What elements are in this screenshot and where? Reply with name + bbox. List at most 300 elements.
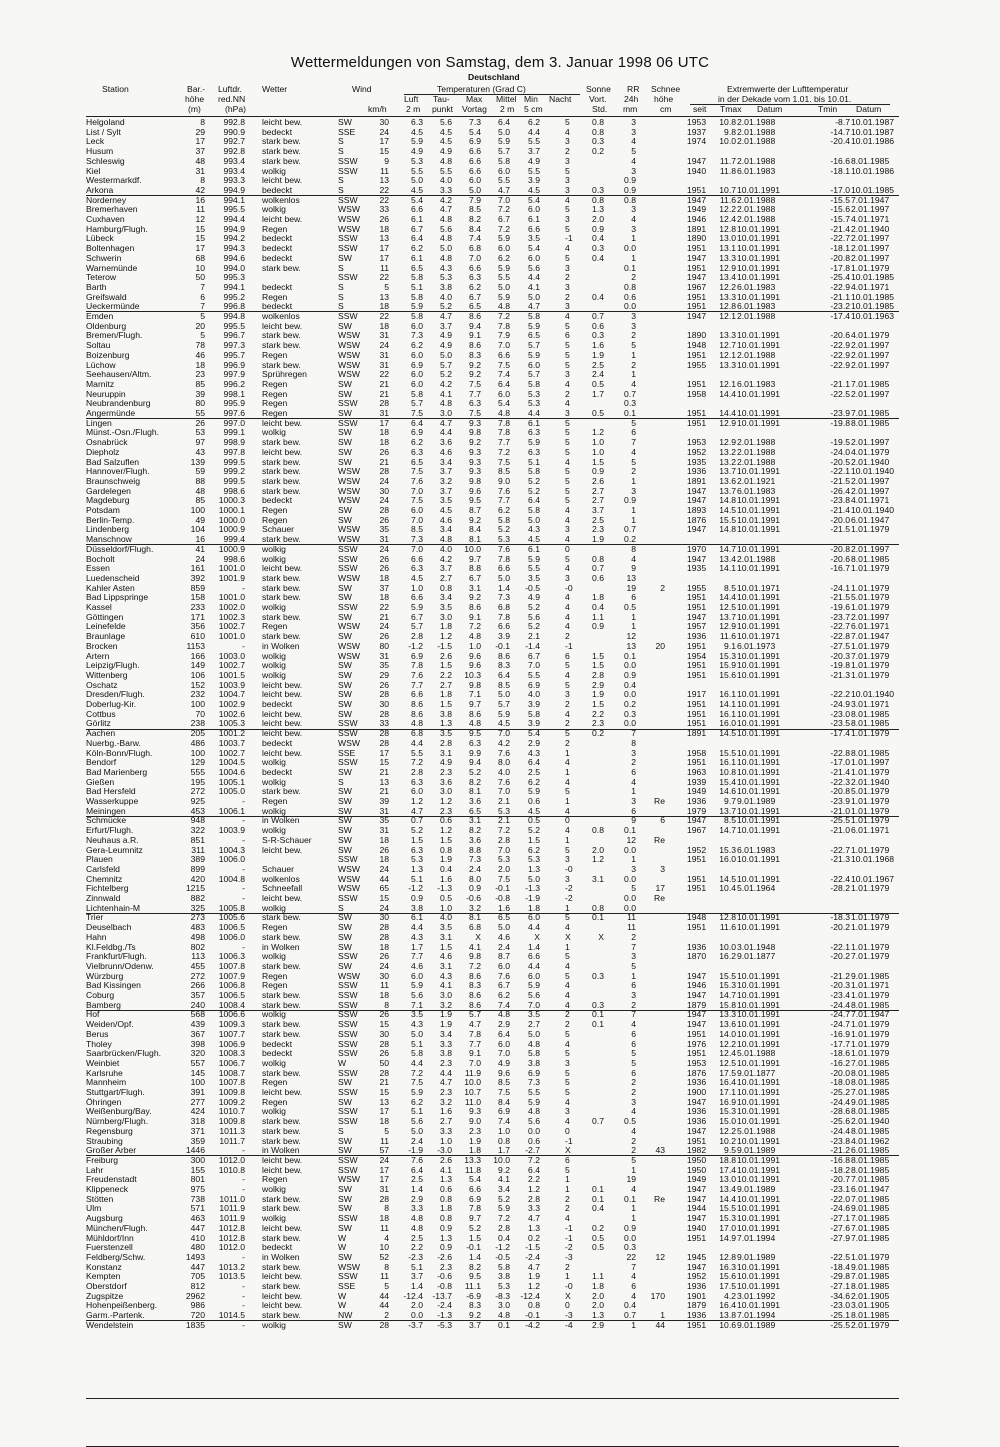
cell-weather: stark bew. xyxy=(262,155,301,166)
cell-mean-temp: 7.7 xyxy=(498,495,510,506)
cell-night-min: 5 xyxy=(565,475,570,486)
cell-weather: leicht bew. xyxy=(262,1290,303,1301)
cell-wind-speed: 39 xyxy=(379,796,389,806)
cell-night-min: 4 xyxy=(565,126,570,137)
cell-station: Bremerhaven xyxy=(86,204,138,215)
cell-wind-dir: SSW xyxy=(338,1213,358,1224)
cell-tmax-date: 3.01.1992 xyxy=(737,1290,776,1301)
cell-night-min: 4 xyxy=(565,592,570,603)
cell-tmin-date: 7.01.1985 xyxy=(851,1087,890,1097)
cell-weather: Regen xyxy=(262,970,288,981)
cell-max-temp: 7.2 xyxy=(469,960,481,971)
cell-rain-24h: 4 xyxy=(631,136,636,147)
cell-station: Neubrandenburg xyxy=(86,398,151,409)
cell-air-temp: 6.0 xyxy=(411,970,423,981)
cell-wind-speed: 30 xyxy=(379,1028,389,1039)
cell-tmin-date: 1.01.1979 xyxy=(851,728,890,739)
cell-rain-24h: 3 xyxy=(631,165,636,176)
cell-mean-temp: 5.5 xyxy=(498,272,510,283)
cell-wind-speed: 2 xyxy=(384,1310,389,1321)
cell-weather: leicht bew. xyxy=(262,417,303,428)
cell-min-temp: 3.5 xyxy=(528,1009,540,1020)
cell-since-year: 1936 xyxy=(687,1116,707,1127)
cell-tmin: -15.7 xyxy=(830,214,850,224)
cell-tmin: -15.6 xyxy=(830,204,850,215)
cell-rain-24h: 3 xyxy=(631,485,636,496)
cell-dew-point: 0.8 xyxy=(440,1193,452,1204)
cell-min-temp: 5.8 xyxy=(528,1048,540,1059)
cell-wind-dir: S xyxy=(338,262,344,273)
cell-wind-dir: SSW xyxy=(338,1048,358,1059)
cell-night-min: 5 xyxy=(565,1164,570,1175)
cell-air-temp: 8.6 xyxy=(411,699,423,709)
cell-rain-24h: 1 xyxy=(631,233,636,244)
cell-night-min: 2 xyxy=(565,1261,570,1272)
cell-air-temp: 7.0 xyxy=(411,485,423,496)
cell-air-temp: 1.2 xyxy=(411,796,423,806)
cell-since-year: 1947 xyxy=(687,1261,707,1272)
cell-tmax-date: 10.01.1991 xyxy=(737,1281,781,1291)
cell-tmin: -27.6 xyxy=(830,1222,850,1233)
cell-tmin-date: 8.01.1985 xyxy=(851,1106,890,1117)
cell-sun-hours: 1.5 xyxy=(592,660,604,671)
cell-dew-point: -13.7 xyxy=(432,1290,452,1301)
cell-pressure: - xyxy=(242,941,245,952)
cell-weather: wolkig xyxy=(262,951,286,962)
cell-weather: leicht bew. xyxy=(262,1154,303,1165)
cell-station: Nuerbg.-Barw. xyxy=(86,737,141,748)
cell-mean-temp: 6.7 xyxy=(498,214,510,224)
cell-pressure: 1004.7 xyxy=(218,689,245,700)
cell-air-temp: 1.4 xyxy=(411,1281,423,1291)
cell-max-temp: 9.9 xyxy=(469,747,481,758)
cell-rain-24h: 1 xyxy=(631,1213,636,1224)
cell-sun-hours: 0.3 xyxy=(592,999,604,1010)
cell-dew-point: 3.3 xyxy=(440,1038,452,1049)
header-rr-2: 24h xyxy=(624,94,639,104)
cell-mean-temp: 7.2 xyxy=(498,311,510,321)
cell-tmin-date: 9.01.1985 xyxy=(851,1096,890,1107)
cell-night-min: 5 xyxy=(565,1067,570,1078)
cell-rain-24h: 11 xyxy=(627,922,636,933)
cell-max-temp: 1.8 xyxy=(469,1145,481,1156)
cell-station: Plauen xyxy=(86,854,113,865)
cell-rain-24h: 0.3 xyxy=(624,398,636,409)
cell-night-min: 5 xyxy=(565,223,570,234)
cell-night-min: 4 xyxy=(565,922,570,933)
cell-tmax: 14.9 xyxy=(719,1232,736,1243)
cell-pressure: 1001.0 xyxy=(218,563,245,574)
cell-pressure: 1010.7 xyxy=(218,1106,245,1117)
cell-max-temp: 8.4 xyxy=(469,223,481,234)
cell-height: 398 xyxy=(190,1038,205,1049)
cell-wind-speed: 26 xyxy=(379,514,389,525)
cell-tmin-date: 1.01.1979 xyxy=(851,563,890,574)
cell-since-year: 1953 xyxy=(687,437,707,448)
cell-station: Bad Salzuflen xyxy=(86,456,140,467)
cell-snow-depth: 170 xyxy=(650,1290,665,1301)
cell-rain-24h: 2 xyxy=(631,999,636,1010)
cell-since-year: 1951 xyxy=(687,873,707,884)
cell-wind-speed: 21 xyxy=(379,378,389,389)
cell-wind-dir: SW xyxy=(338,611,352,622)
cell-tmax: 12.1 xyxy=(719,378,736,389)
cell-tmin-date: 2.01.1997 xyxy=(851,437,890,448)
cell-rain-24h: 0.2 xyxy=(624,534,636,545)
cell-tmin: -17.0 xyxy=(830,757,850,768)
cell-pressure: 996.8 xyxy=(223,301,245,312)
cell-tmax: 13.0 xyxy=(719,233,736,244)
cell-since-year: 1947 xyxy=(687,485,707,496)
cell-mean-temp: 7.9 xyxy=(498,330,510,341)
cell-night-min: 5 xyxy=(565,1087,570,1097)
cell-weather: leicht bew. xyxy=(262,708,303,719)
cell-weather: leicht bew. xyxy=(262,214,303,224)
cell-height: 359 xyxy=(190,1135,205,1146)
cell-since-year: 1947 xyxy=(687,1193,707,1204)
cell-wind-dir: SW xyxy=(338,582,352,593)
cell-snow-depth: 43 xyxy=(655,1145,665,1156)
cell-mean-temp: 7.5 xyxy=(498,873,510,884)
cell-dew-point: 5.2 xyxy=(440,301,452,312)
cell-station: Hahn xyxy=(86,931,107,942)
cell-tmax-date: 10.01.1991 xyxy=(737,1193,781,1204)
cell-rain-24h: 0.9 xyxy=(624,184,636,195)
cell-station: Westermarkdf. xyxy=(86,175,142,186)
cell-station: Vielbrunn/Odenw. xyxy=(86,960,154,971)
cell-night-min: 5 xyxy=(565,252,570,263)
cell-since-year: 1890 xyxy=(687,330,707,341)
cell-tmin: -23.5 xyxy=(830,718,850,729)
cell-rain-24h: 0.2 xyxy=(624,699,636,709)
cell-station: Carlsfeld xyxy=(86,863,120,874)
cell-mean-temp: 3.8 xyxy=(498,1271,510,1282)
cell-height: 882 xyxy=(190,893,205,903)
cell-rain-24h: 5 xyxy=(631,456,636,467)
cell-pressure: 1011.9 xyxy=(219,1213,245,1224)
cell-night-min: 1 xyxy=(565,834,570,845)
cell-height: 975 xyxy=(190,1184,205,1194)
cell-tmax-date: 10.01.1991 xyxy=(737,980,781,991)
cell-min-temp: 6.0 xyxy=(528,359,540,370)
cell-tmin: -25.6 xyxy=(830,1116,850,1127)
cell-station: Oschatz xyxy=(86,679,118,690)
cell-station: Essen xyxy=(86,563,110,574)
cell-tmax-date: 10.01.1991 xyxy=(737,359,781,370)
cell-tmax-date: 10.01.1991 xyxy=(737,1203,781,1214)
cell-mean-temp: 8.6 xyxy=(498,650,510,661)
cell-tmin: -17.4 xyxy=(830,728,850,739)
cell-tmax: 14.5 xyxy=(719,873,736,884)
cell-tmax: 15.3 xyxy=(719,1213,736,1224)
cell-night-min: 3 xyxy=(565,175,570,186)
cell-pressure: 999.5 xyxy=(223,456,245,467)
cell-weather: wolkig xyxy=(262,1319,286,1330)
cell-station: Karlsruhe xyxy=(86,1067,123,1078)
cell-rain-24h: 0.7 xyxy=(624,524,636,535)
cell-weather: wolkig xyxy=(262,543,286,554)
cell-tmin: -22.0 xyxy=(830,1193,850,1204)
cell-night-min: 2 xyxy=(565,272,570,283)
cell-wind-speed: 5 xyxy=(384,1281,389,1291)
cell-weather: stark bew. xyxy=(262,534,301,545)
cell-tmax-date: 10.01.1991 xyxy=(737,524,781,535)
cell-wind-dir: WSW xyxy=(338,1261,360,1272)
cell-dew-point: 3.6 xyxy=(440,437,452,448)
cell-tmin-date: 1.01.1979 xyxy=(851,883,890,894)
cell-tmin-date: 7.01.1947 xyxy=(851,1009,890,1020)
cell-tmax: 12.2 xyxy=(719,1125,736,1136)
cell-tmin-date: 2.01.1997 xyxy=(851,204,890,215)
cell-wind-dir: SSW xyxy=(338,155,358,166)
cell-tmin-date: 7.01.1985 xyxy=(851,1193,890,1204)
cell-height: 357 xyxy=(190,990,205,1000)
cell-mean-temp: 7.8 xyxy=(498,553,510,564)
cell-dew-point: 1.8 xyxy=(440,621,452,632)
cell-max-temp: 9.7 xyxy=(469,1213,481,1224)
cell-wind-speed: 18 xyxy=(379,1213,389,1224)
cell-wind-speed: 80 xyxy=(379,640,389,651)
cell-height: 273 xyxy=(190,912,205,923)
cell-height: 705 xyxy=(190,1271,205,1282)
cell-weather: wolkig xyxy=(262,757,286,768)
cell-tmax: 11.6 xyxy=(719,922,736,933)
cell-dew-point: 2.7 xyxy=(440,572,452,583)
cell-mean-temp: 7.6 xyxy=(498,747,510,758)
cell-wind-dir: SW xyxy=(338,631,352,642)
cell-since-year: 1940 xyxy=(687,165,707,176)
cell-height: 801 xyxy=(190,1174,205,1185)
cell-tmax-date: 10.01.1991 xyxy=(737,1154,781,1165)
cell-tmax-date: 10.01.1991 xyxy=(737,417,781,428)
cell-night-min: 0 xyxy=(565,1300,570,1311)
cell-mean-temp: 5.9 xyxy=(498,136,510,147)
cell-max-temp: 10.0 xyxy=(464,543,481,554)
cell-wind-dir: WSW xyxy=(338,466,360,477)
cell-pressure: 1012.8 xyxy=(218,1232,245,1243)
cell-mean-temp: 8.5 xyxy=(498,466,510,477)
cell-tmax-date: 10.01.1991 xyxy=(737,660,781,671)
cell-rain-24h: 1 xyxy=(631,252,636,263)
cell-rain-24h: 6 xyxy=(631,766,636,777)
cell-mean-temp: 7.8 xyxy=(498,417,510,428)
cell-tmin: -24.4 xyxy=(830,1125,850,1136)
cell-since-year: 1951 xyxy=(687,640,707,651)
cell-mean-temp: 7.2 xyxy=(498,223,510,234)
cell-air-temp: 4.8 xyxy=(411,1222,423,1233)
cell-dew-point: 1.5 xyxy=(440,941,452,952)
cell-tmin: -21.0 xyxy=(830,805,850,816)
cell-dew-point: 5.2 xyxy=(440,369,452,380)
cell-dew-point: -0.6 xyxy=(437,1271,452,1282)
cell-max-temp: 9.7 xyxy=(469,699,481,709)
cell-since-year: 1947 xyxy=(687,311,707,321)
cell-tmin-date: 6.01.1971 xyxy=(851,621,890,632)
cell-min-temp: -1.3 xyxy=(525,883,540,894)
group-divider xyxy=(86,544,899,545)
cell-air-temp: 5.8 xyxy=(411,272,423,283)
header-rr-1: RR xyxy=(627,84,640,94)
cell-air-temp: 6.3 xyxy=(411,844,423,855)
cell-weather: leicht bew. xyxy=(262,446,303,457)
cell-since-year: 1937 xyxy=(687,126,707,137)
cell-height: 18 xyxy=(195,359,205,370)
cell-mean-temp: -0.1 xyxy=(495,640,510,651)
cell-dew-point: 1.3 xyxy=(440,1232,452,1243)
cell-station: Straubing xyxy=(86,1135,123,1146)
cell-tmax-date: 10.01.1991 xyxy=(737,815,781,826)
cell-air-temp: 0.7 xyxy=(411,815,423,826)
cell-since-year: 1951 xyxy=(687,417,707,428)
cell-air-temp: 7.1 xyxy=(411,999,423,1010)
cell-tmin-date: 2.01.1997 xyxy=(851,388,890,399)
cell-tmax-date: 10.01.1991 xyxy=(737,1087,781,1097)
cell-height: 100 xyxy=(190,699,205,709)
cell-since-year: 1947 xyxy=(687,1096,707,1107)
cell-pressure: 997.0 xyxy=(223,417,245,428)
cell-min-temp: 6.2 xyxy=(528,117,540,127)
cell-weather: bedeckt xyxy=(262,699,293,709)
cell-pressure: - xyxy=(242,834,245,845)
cell-night-min: 5 xyxy=(565,786,570,797)
cell-wind-dir: SW xyxy=(338,699,352,709)
cell-dew-point: 4.0 xyxy=(440,543,452,554)
cell-tmax: 10.6 xyxy=(719,1319,736,1330)
cell-wind-dir: S xyxy=(338,902,344,913)
cell-station: Zinnwald xyxy=(86,893,121,903)
cell-height: 356 xyxy=(190,621,205,632)
cell-min-temp: 4.9 xyxy=(528,155,540,166)
cell-air-temp: 6.0 xyxy=(411,505,423,515)
cell-max-temp: 7.0 xyxy=(469,1057,481,1068)
cell-wind-speed: 21 xyxy=(379,786,389,797)
cell-tmin-date: 7.01.1985 xyxy=(851,1232,890,1243)
cell-rain-24h: 5 xyxy=(631,1154,636,1165)
cell-wind-speed: 30 xyxy=(379,117,389,127)
cell-tmax: 10.7 xyxy=(719,184,736,195)
cell-pressure: 1011.0 xyxy=(219,1193,245,1204)
cell-air-temp: 1.4 xyxy=(411,1184,423,1194)
cell-since-year: 1947 xyxy=(687,1009,707,1020)
cell-wind-speed: 5 xyxy=(384,1125,389,1136)
cell-air-temp: 5.1 xyxy=(411,873,423,884)
cell-tmax: 10.2 xyxy=(719,1135,736,1146)
cell-min-temp: 5.3 xyxy=(528,854,540,865)
cell-air-temp: 7.0 xyxy=(411,514,423,525)
cell-since-year: 1935 xyxy=(687,456,707,467)
cell-dew-point: 1.9 xyxy=(440,1019,452,1030)
cell-max-temp: 5.2 xyxy=(469,1222,481,1233)
cell-night-min: 4 xyxy=(565,825,570,836)
cell-station: Hamburg/Flugh. xyxy=(86,223,148,234)
cell-tmin: -26.4 xyxy=(830,485,850,496)
cell-night-min: 3 xyxy=(565,214,570,224)
cell-tmax: 12.8 xyxy=(719,223,736,234)
cell-since-year: 1948 xyxy=(687,340,707,351)
cell-mean-temp: 6.5 xyxy=(498,912,510,923)
cell-night-min: 6 xyxy=(565,1154,570,1165)
cell-min-temp: 1.2 xyxy=(528,1184,540,1194)
cell-night-min: 4 xyxy=(565,621,570,632)
cell-weather: bedeckt xyxy=(262,126,293,137)
cell-tmax: 12.8 xyxy=(719,301,736,312)
cell-rain-24h: 6 xyxy=(631,1028,636,1039)
cell-tmax-date: 10.01.1991 xyxy=(737,340,781,351)
cell-tmin: -23.8 xyxy=(830,495,850,506)
cell-pressure: 1002.7 xyxy=(218,660,245,671)
cell-night-min: 6 xyxy=(565,650,570,661)
cell-tmin-date: 2.01.1940 xyxy=(851,223,890,234)
cell-wind-speed: 8 xyxy=(384,999,389,1010)
cell-tmax: 17.5 xyxy=(719,1067,736,1078)
cell-weather: wolkig xyxy=(262,805,286,816)
cell-air-temp: 5.6 xyxy=(411,1116,423,1127)
cell-air-temp: 5.9 xyxy=(411,1087,423,1097)
cell-since-year: 1953 xyxy=(687,117,707,127)
cell-weather: wolkig xyxy=(262,1057,286,1068)
cell-pressure: 995.2 xyxy=(223,291,245,302)
cell-pressure: 1005.1 xyxy=(218,776,245,787)
cell-pressure: 999.5 xyxy=(223,475,245,486)
cell-tmin-date: 8.01.1985 xyxy=(851,1077,890,1088)
cell-max-temp: 6.6 xyxy=(469,262,481,273)
cell-since-year: 1901 xyxy=(687,1290,707,1301)
cell-rain-24h: 0.0 xyxy=(624,689,636,700)
cell-since-year: 1947 xyxy=(687,553,707,564)
cell-wind-dir: SSW xyxy=(338,718,358,729)
cell-rain-24h: 9 xyxy=(631,815,636,826)
cell-wind-dir: SW xyxy=(338,1145,352,1156)
cell-height: 1153 xyxy=(186,640,205,651)
cell-tmax-date: 2.01.1988 xyxy=(737,214,776,224)
cell-pressure: 995.5 xyxy=(223,204,245,215)
cell-weather: stark bew. xyxy=(262,1125,301,1136)
cell-tmin: -20.5 xyxy=(830,456,850,467)
cell-max-temp: 9.4 xyxy=(469,320,481,331)
cell-tmax-date: 10.01.1991 xyxy=(737,1077,781,1088)
cell-mean-temp: 7.2 xyxy=(498,825,510,836)
cell-tmin-date: 1.01.1979 xyxy=(851,602,890,612)
cell-min-temp: 5.9 xyxy=(528,786,540,797)
cell-weather: wolkig xyxy=(262,1009,286,1020)
cell-tmin-date: 10.01.1987 xyxy=(851,126,895,137)
cell-max-temp: 6.5 xyxy=(469,805,481,816)
cell-height: 463 xyxy=(190,1213,205,1224)
cell-pressure: 993.4 xyxy=(223,155,245,166)
cell-wind-dir: SW xyxy=(338,679,352,690)
cell-mean-temp: 6.0 xyxy=(498,960,510,971)
cell-min-temp: 5.4 xyxy=(528,243,540,254)
cell-wind-dir: SW xyxy=(338,1135,352,1146)
cell-tmax-date: 2.01.1988 xyxy=(737,155,776,166)
cell-tmin-date: 8.01.1985 xyxy=(851,708,890,719)
cell-sun-hours: 2.0 xyxy=(592,844,604,855)
cell-tmin: -29.8 xyxy=(830,1271,850,1282)
cell-air-temp: -1.9 xyxy=(408,1145,423,1156)
cell-pressure: 1002.9 xyxy=(218,699,245,709)
cell-height: 24 xyxy=(195,553,205,564)
header-luftdr-1: Luftdr. xyxy=(218,84,242,94)
cell-night-min: 3 xyxy=(565,873,570,884)
cell-max-temp: 5.2 xyxy=(469,766,481,777)
cell-height: 155 xyxy=(190,1164,205,1175)
cell-max-temp: X xyxy=(475,931,481,942)
cell-since-year: 1949 xyxy=(687,1174,707,1185)
cell-min-temp: 6.2 xyxy=(528,844,540,855)
header-rule xyxy=(86,116,899,117)
cell-tmin-date: 1.01.1979 xyxy=(851,1028,890,1039)
cell-height: 322 xyxy=(190,825,205,836)
